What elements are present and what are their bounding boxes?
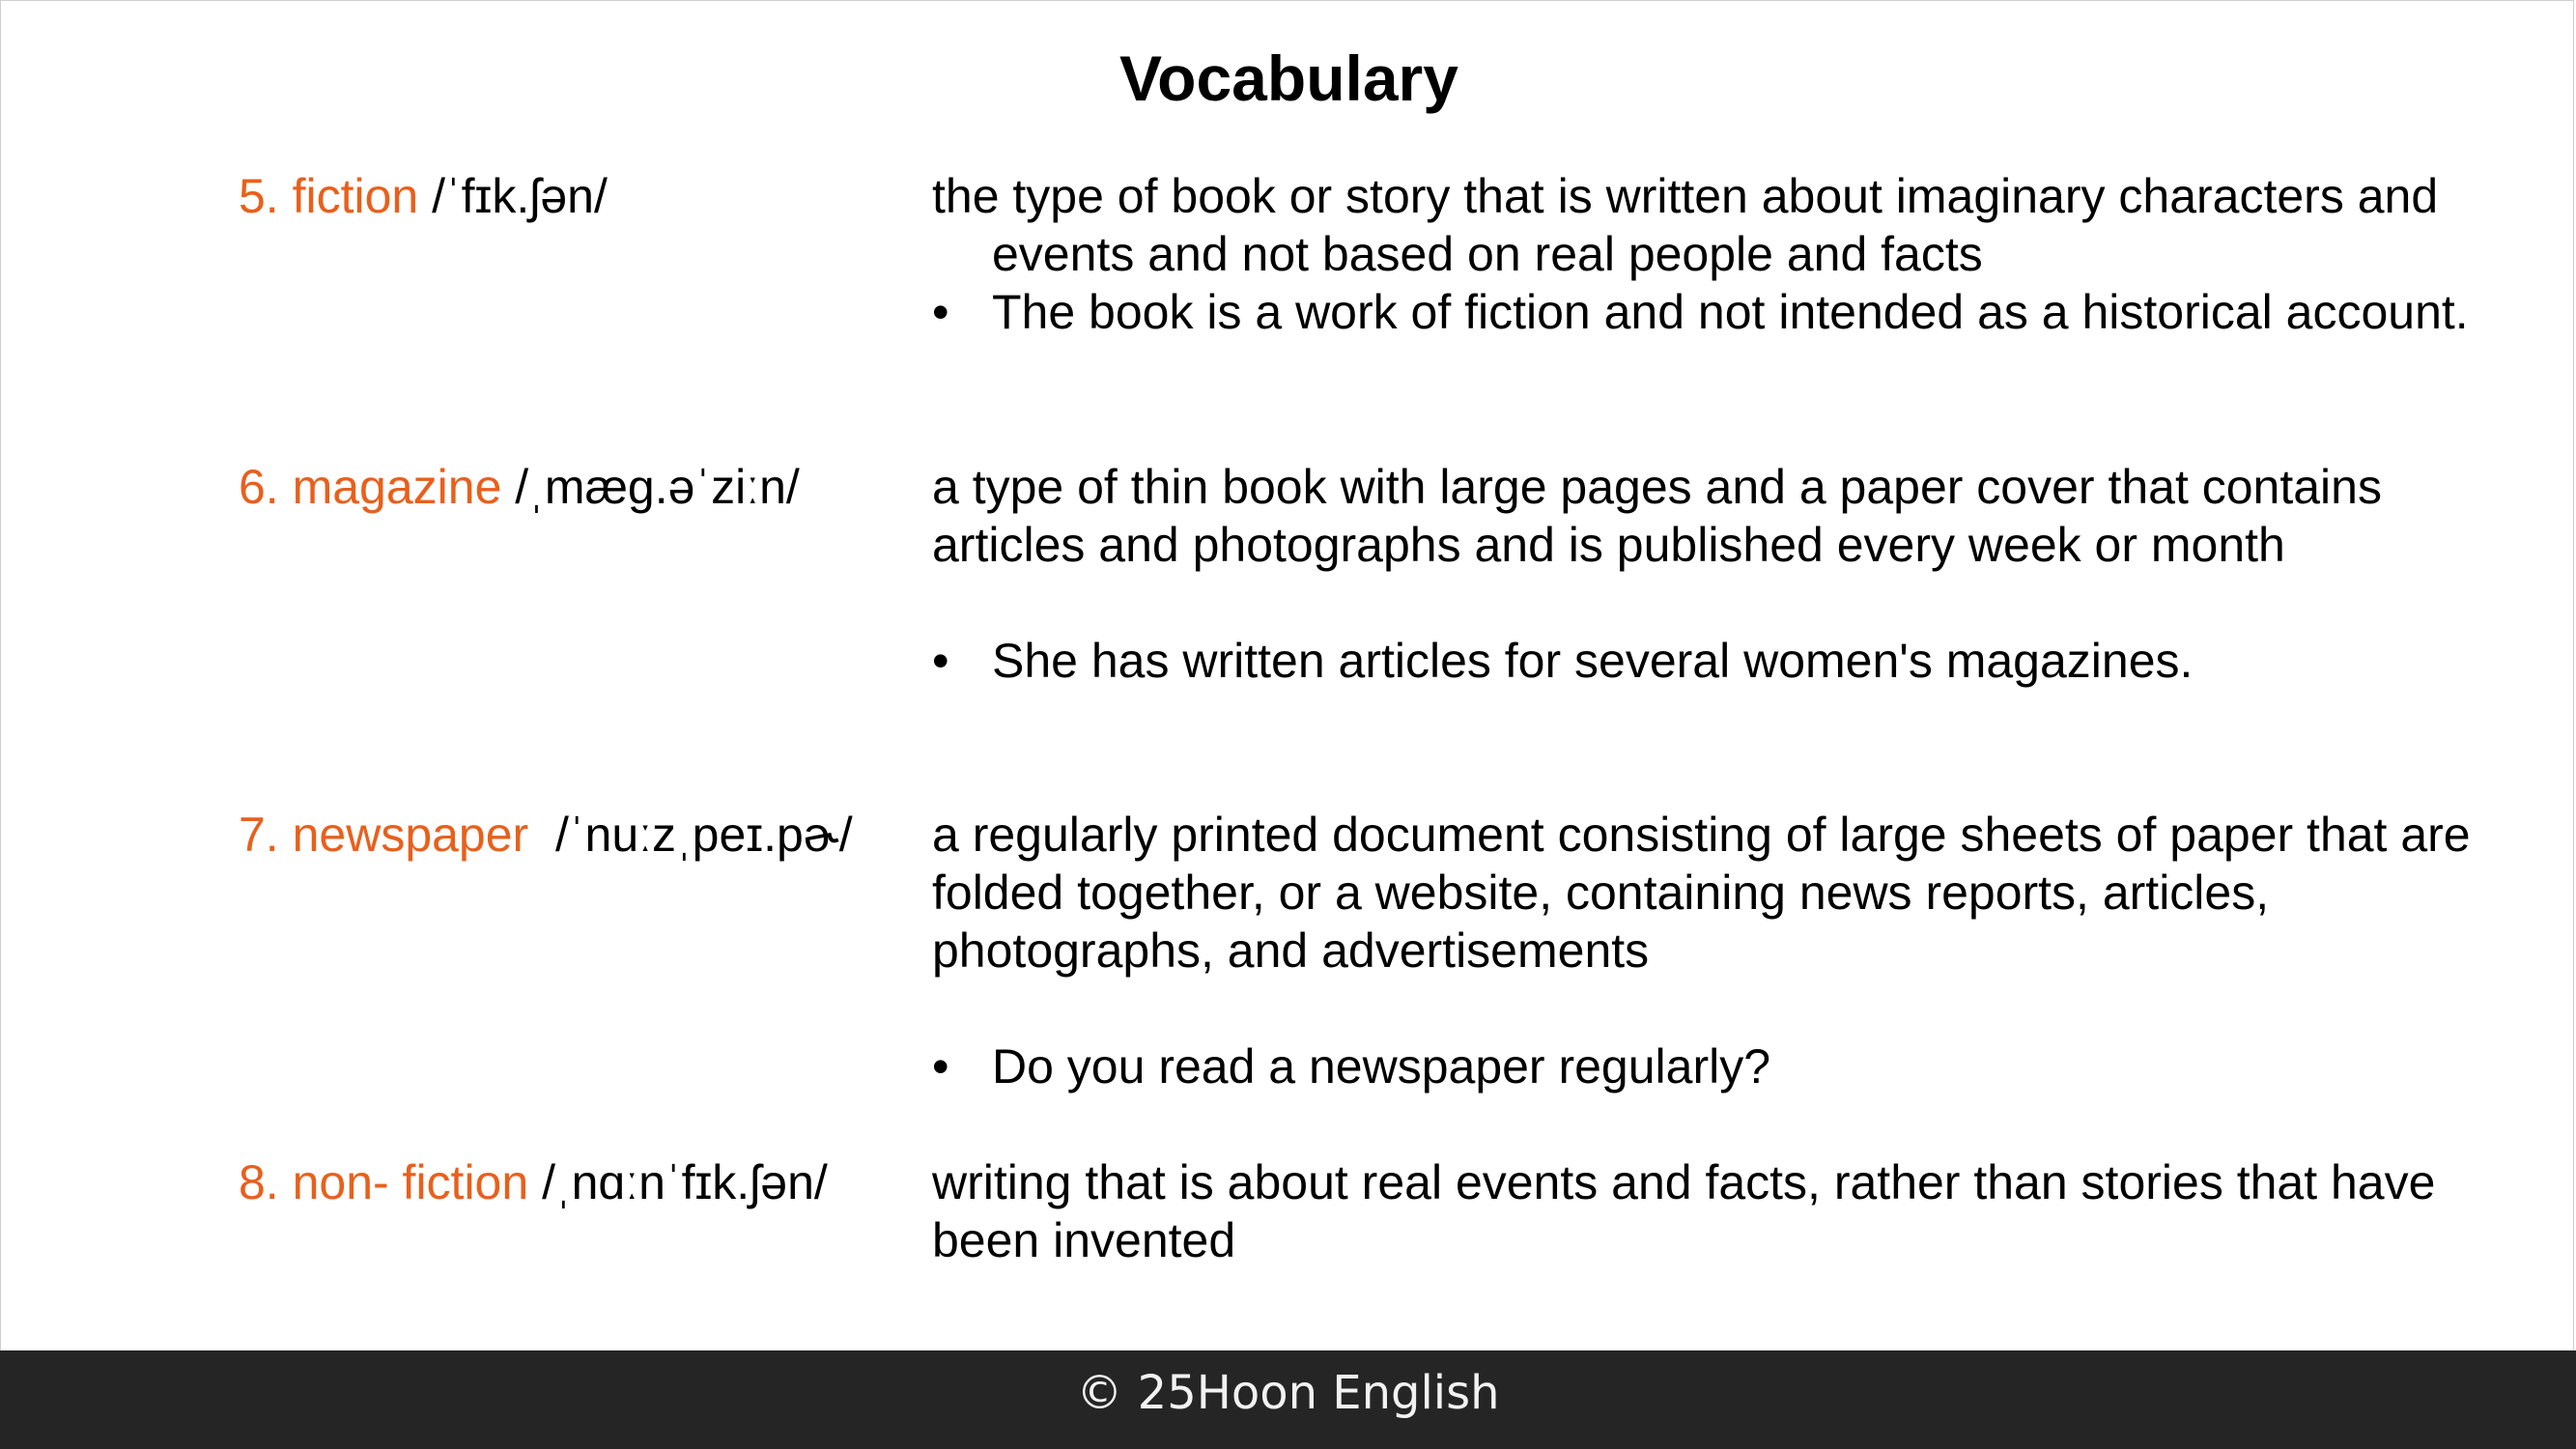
definition-text: a regularly printed document consisting of large sheets of paper that are folded together, or a website, containing news reports, articles, photographs, and advertisements <box>932 808 2471 978</box>
term-word: 7. newspaper <box>239 808 529 862</box>
pronunciation: /ˌmæg.əˈziːn/ <box>501 460 800 514</box>
example-text: Do you read a newspaper regularly? <box>992 1039 1771 1094</box>
definition-block <box>932 1153 2497 1269</box>
term-heading <box>239 167 608 225</box>
spacer <box>932 980 2497 1037</box>
spacer <box>932 574 2497 632</box>
example-text: The book is a work of fiction and not intended as a historical account. <box>992 285 2469 339</box>
definition-text: a type of thin book with large pages and a paper cover that contains articles and photographs and is published every week or month <box>932 460 2382 572</box>
term-heading <box>239 806 853 864</box>
vocab-entry-non-fiction <box>1 1153 2576 1279</box>
definition-block <box>932 806 2497 1095</box>
vocab-entry-newspaper <box>1 806 2576 1115</box>
page-title: Vocabulary <box>1119 43 1458 114</box>
definition-block <box>932 458 2497 690</box>
bullet-icon: • <box>932 634 949 688</box>
example-sentence <box>932 283 2497 341</box>
term-word: 6. magazine <box>239 460 502 514</box>
footer-bar <box>0 1350 2576 1449</box>
definition-text: writing that is about real events and facts, rather than stories that have been invented <box>932 1155 2436 1267</box>
bullet-icon: • <box>932 285 949 339</box>
term-word: 5. fiction <box>239 169 419 223</box>
example-sentence <box>932 1037 2497 1095</box>
example-sentence <box>932 632 2497 690</box>
pronunciation: /ˌnɑːnˈfɪk.ʃən/ <box>528 1155 828 1209</box>
term-word: 8. non- fiction <box>239 1155 529 1209</box>
vocab-entry-magazine <box>1 458 2576 709</box>
bullet-icon: • <box>932 1039 949 1094</box>
definition-text: the type of book or story that is written about imaginary characters and events and not based on real people and facts <box>932 169 2439 281</box>
term-heading <box>239 1153 828 1211</box>
term-heading <box>239 458 800 516</box>
example-text: She has written articles for several women's magazines. <box>992 634 2194 688</box>
pronunciation: /ˈnuːzˌpeɪ.pɚ/ <box>528 808 853 862</box>
copyright-text: © 25Hoon English <box>1076 1366 1500 1420</box>
vocab-entry-fiction <box>1 167 2576 360</box>
definition-block <box>932 167 2497 341</box>
pronunciation: /ˈfɪk.ʃən/ <box>418 169 608 223</box>
